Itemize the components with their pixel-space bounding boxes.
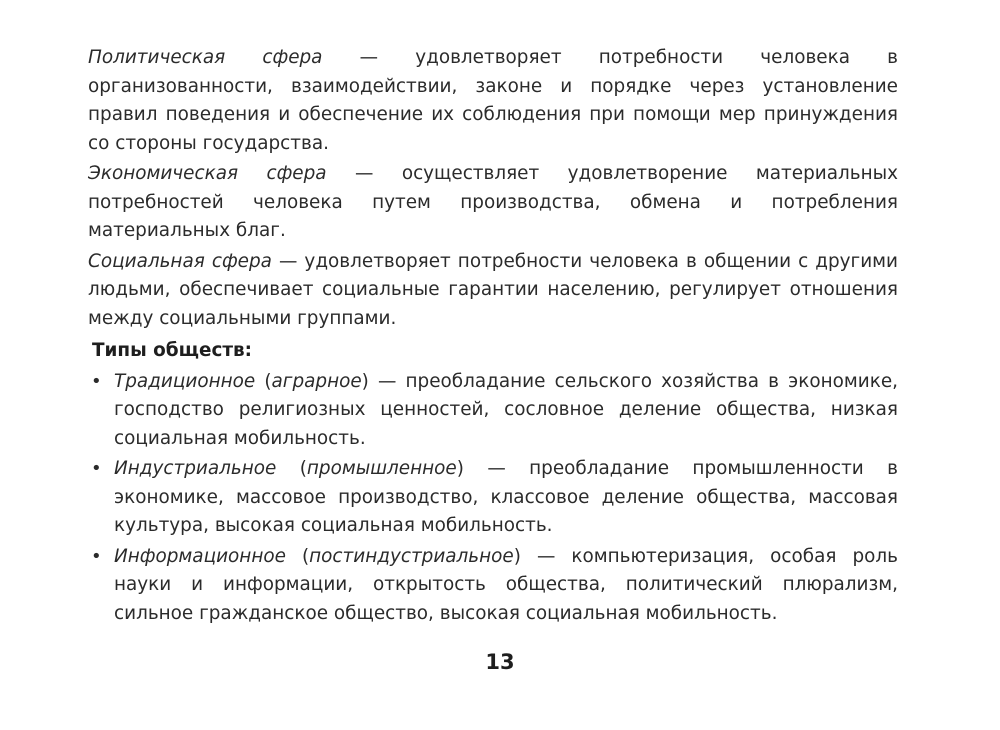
term-economic-sphere: Экономическая сфера xyxy=(88,163,327,184)
type-name: Традиционное xyxy=(114,370,256,392)
list-item-informational xyxy=(88,543,898,629)
term-social-sphere: Социальная сфера xyxy=(88,250,272,272)
type-alt-name: аграрное xyxy=(271,370,362,392)
paren-close: ) xyxy=(456,458,464,479)
society-types-list xyxy=(88,368,898,629)
paren-close: ) xyxy=(513,545,521,567)
type-alt-name: промышленное xyxy=(306,458,457,479)
type-name: Индустриальное xyxy=(114,458,277,479)
type-name: Информационное xyxy=(114,545,286,567)
term-political-sphere: Политическая сфера xyxy=(88,47,323,68)
paren-open: ( xyxy=(285,545,310,567)
section-heading: Типы обществ: xyxy=(92,340,253,361)
page-body xyxy=(88,44,898,630)
bullet-icon: • xyxy=(91,545,102,567)
type-description: — преобладание промышленности в экономике, массовое производство, классовое деление общества, массовая культура, высокая социальная мобильность. xyxy=(114,458,898,536)
paren-open: ( xyxy=(276,458,307,479)
type-description: — компьютеризация, особая роль науки и информации, открытость общества, политический плюрализм, сильное гражданское общество, высокая социальная мобильность. xyxy=(114,545,898,624)
definition-political-sphere: — удовлетворяет потребности человека в организованности, взаимодействии, законе и порядке через установление правил поведения и обеспечение их соблюдения при помощи мер принуждения со стороны государства. xyxy=(88,47,899,154)
list-item-industrial xyxy=(88,455,898,541)
bullet-icon: • xyxy=(91,370,102,392)
type-alt-name: постиндустриальное xyxy=(309,545,514,567)
bullet-icon: • xyxy=(91,458,102,479)
list-item-traditional xyxy=(88,368,898,454)
type-description: — преобладание сельского хозяйства в экономике, господство религиозных ценностей, сословное деление общества, низкая социальная мобильность. xyxy=(114,370,898,449)
paren-open: ( xyxy=(255,370,272,392)
definition-economic-sphere: — осуществляет удовлетворение материальных потребностей человека путем производства, обмена и потребления материальных благ. xyxy=(88,163,898,241)
definition-social-sphere: — удовлетворяет потребности человека в общении с другими людьми, обеспечивает социальные гарантии населению, регулирует отношения между социальными группами. xyxy=(88,250,898,329)
paragraph-economic-sphere xyxy=(88,160,898,246)
paren-close: ) xyxy=(361,370,369,392)
page-number: 13 xyxy=(485,650,515,674)
paragraph-political-sphere xyxy=(88,44,898,158)
paragraph-social-sphere xyxy=(88,248,898,334)
